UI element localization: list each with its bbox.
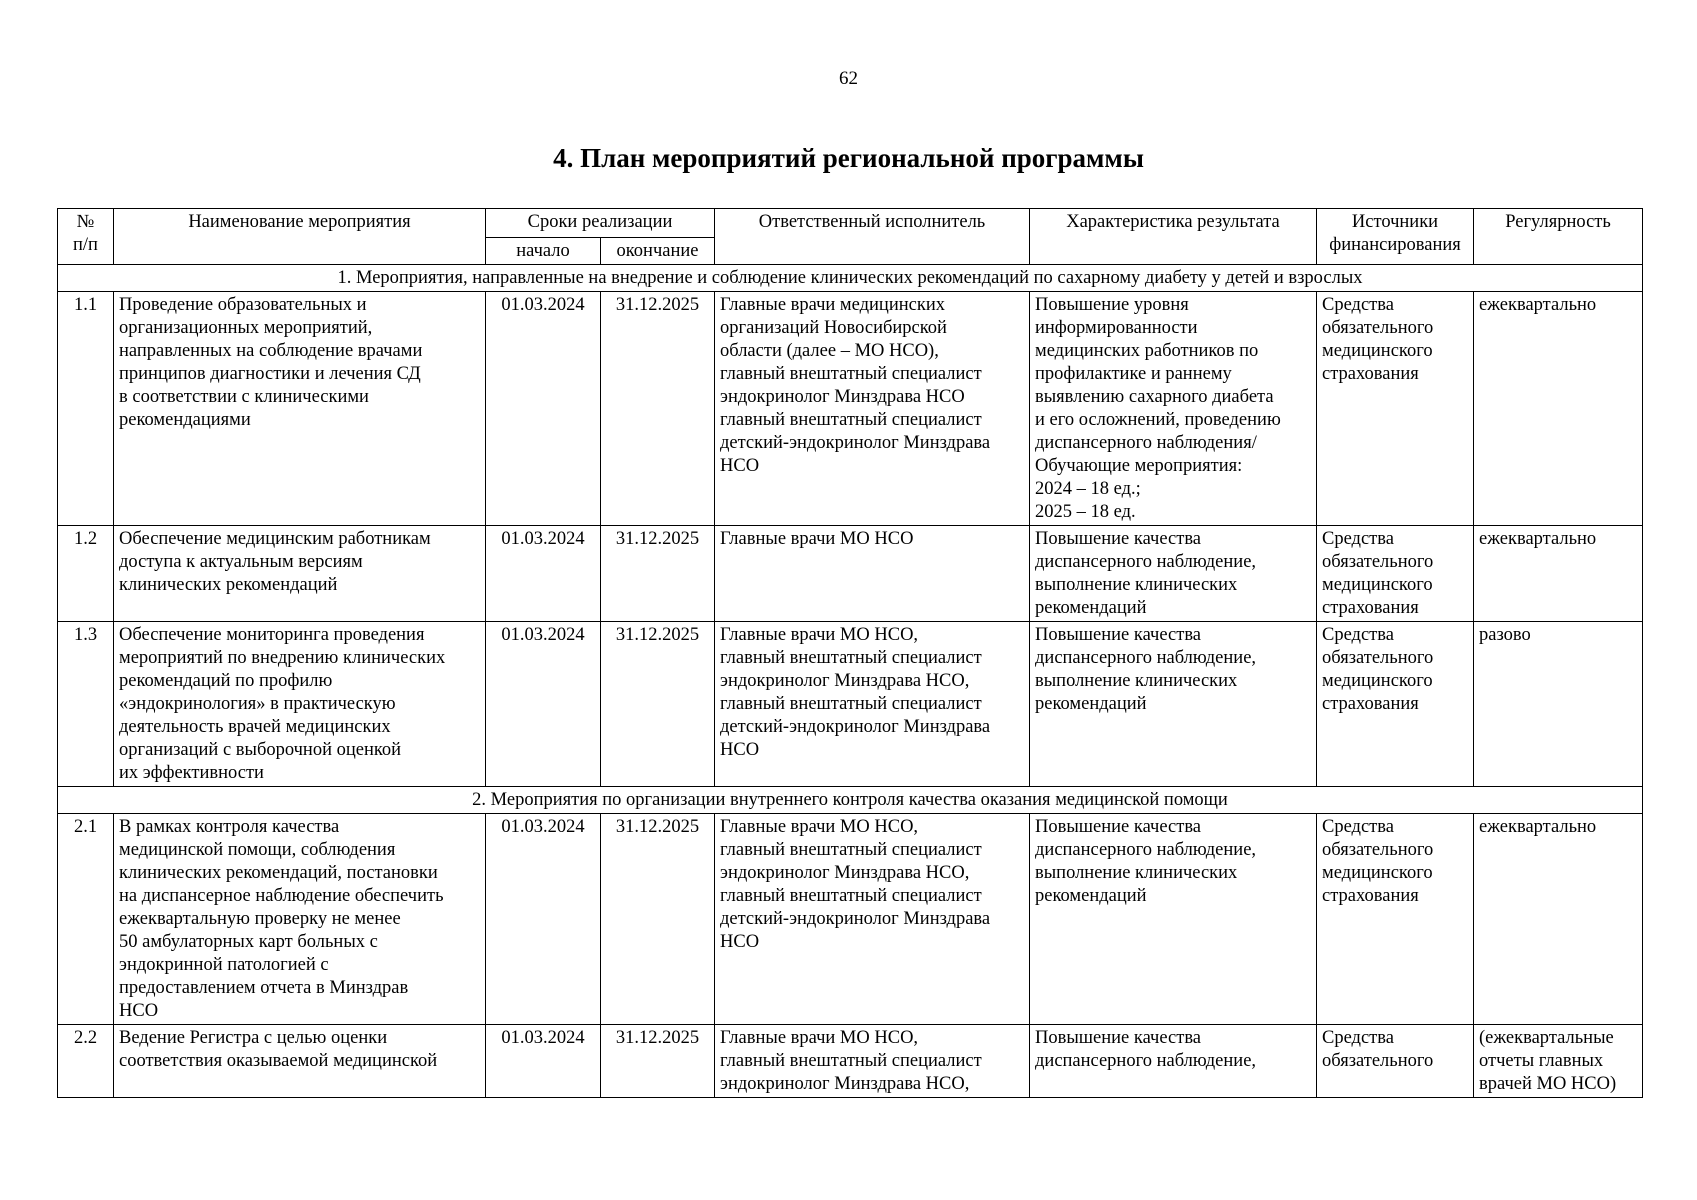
row-num: 2.2 bbox=[58, 1025, 114, 1098]
header-result: Характеристика результата bbox=[1030, 209, 1317, 265]
row-funding: Средства обязательного медицинского страхования bbox=[1317, 526, 1474, 622]
plan-table bbox=[57, 208, 1643, 1098]
row-name: Проведение образовательных и организационных мероприятий, направленных на соблюдение врачами принципов диагностики и лечения СД в соответствии с клиническими рекомендациями bbox=[114, 292, 486, 526]
section-title: 2. Мероприятия по организации внутреннего контроля качества оказания медицинской помощи bbox=[58, 787, 1643, 814]
row-start: 01.03.2024 bbox=[486, 814, 601, 1025]
table-row bbox=[58, 526, 1643, 622]
table-row bbox=[58, 292, 1643, 526]
section-row bbox=[58, 787, 1643, 814]
row-result: Повышение качества диспансерного наблюдение, выполнение клинических рекомендаций bbox=[1030, 622, 1317, 787]
row-regularity: (ежеквартальные отчеты главных врачей МО НСО) bbox=[1474, 1025, 1643, 1098]
row-start: 01.03.2024 bbox=[486, 292, 601, 526]
row-regularity: ежеквартально bbox=[1474, 526, 1643, 622]
row-result: Повышение уровня информированности медицинских работников по профилактике и раннему выявлению сахарного диабета и его осложнений, проведению диспансерного наблюдения/ Обучающие мероприятия: 2024 – 18 ед.; 2025 – 18 ед. bbox=[1030, 292, 1317, 526]
document-title: 4. План мероприятий региональной программы bbox=[553, 143, 1144, 173]
table-row bbox=[58, 814, 1643, 1025]
section-row bbox=[58, 265, 1643, 292]
row-end: 31.12.2025 bbox=[601, 1025, 715, 1098]
row-executor: Главные врачи МО НСО bbox=[715, 526, 1030, 622]
row-funding: Средства обязательного медицинского страхования bbox=[1317, 292, 1474, 526]
row-result: Повышение качества диспансерного наблюдение, выполнение клинических рекомендаций bbox=[1030, 814, 1317, 1025]
row-executor: Главные врачи МО НСО, главный внештатный специалист эндокринолог Минздрава НСО, bbox=[715, 1025, 1030, 1098]
row-regularity: ежеквартально bbox=[1474, 292, 1643, 526]
header-regularity: Регулярность bbox=[1474, 209, 1643, 265]
row-executor: Главные врачи МО НСО, главный внештатный специалист эндокринолог Минздрава НСО, главный внештатный специалист детский-эндокринолог Минздрава НСО bbox=[715, 622, 1030, 787]
row-end: 31.12.2025 bbox=[601, 622, 715, 787]
row-num: 1.3 bbox=[58, 622, 114, 787]
header-num: № п/п bbox=[58, 209, 114, 265]
row-end: 31.12.2025 bbox=[601, 814, 715, 1025]
row-end: 31.12.2025 bbox=[601, 292, 715, 526]
row-num: 1.1 bbox=[58, 292, 114, 526]
page-number: 62 bbox=[839, 68, 858, 89]
row-num: 2.1 bbox=[58, 814, 114, 1025]
header-funding: Источники финансирования bbox=[1317, 209, 1474, 265]
row-regularity: разово bbox=[1474, 622, 1643, 787]
row-name: Обеспечение медицинским работникам доступа к актуальным версиям клинических рекомендаций bbox=[114, 526, 486, 622]
header-executor: Ответственный исполнитель bbox=[715, 209, 1030, 265]
row-num: 1.2 bbox=[58, 526, 114, 622]
row-result: Повышение качества диспансерного наблюдение, bbox=[1030, 1025, 1317, 1098]
table-body bbox=[58, 265, 1643, 1098]
row-regularity: ежеквартально bbox=[1474, 814, 1643, 1025]
row-funding: Средства обязательного медицинского страхования bbox=[1317, 814, 1474, 1025]
row-name: Обеспечение мониторинга проведения мероприятий по внедрению клинических рекомендаций по профилю «эндокринология» в практическую деятельность врачей медицинских организаций с выборочной оценкой их эффективности bbox=[114, 622, 486, 787]
row-end: 31.12.2025 bbox=[601, 526, 715, 622]
row-name: В рамках контроля качества медицинской помощи, соблюдения клинических рекомендаций, постановки на диспансерное наблюдение обеспечить ежеквартальную проверку не менее 50 амбулаторных карт больных с эндокринной патологией с предоставлением отчета в Минздрав НСО bbox=[114, 814, 486, 1025]
row-funding: Средства обязательного медицинского страхования bbox=[1317, 622, 1474, 787]
row-result: Повышение качества диспансерного наблюдение, выполнение клинических рекомендаций bbox=[1030, 526, 1317, 622]
header-name: Наименование мероприятия bbox=[114, 209, 486, 265]
row-start: 01.03.2024 bbox=[486, 526, 601, 622]
table-header bbox=[58, 209, 1643, 265]
row-start: 01.03.2024 bbox=[486, 622, 601, 787]
row-name: Ведение Регистра с целью оценки соответствия оказываемой медицинской bbox=[114, 1025, 486, 1098]
header-end: окончание bbox=[601, 238, 715, 265]
row-funding: Средства обязательного bbox=[1317, 1025, 1474, 1098]
table-row bbox=[58, 1025, 1643, 1098]
header-start: начало bbox=[486, 238, 601, 265]
header-timing: Сроки реализации bbox=[486, 209, 715, 238]
table-row bbox=[58, 622, 1643, 787]
row-executor: Главные врачи медицинских организаций Новосибирской области (далее – МО НСО), главный внештатный специалист эндокринолог Минздрава НСО главный внештатный специалист детский-эндокринолог Минздрава НСО bbox=[715, 292, 1030, 526]
row-executor: Главные врачи МО НСО, главный внештатный специалист эндокринолог Минздрава НСО, главный внештатный специалист детский-эндокринолог Минздрава НСО bbox=[715, 814, 1030, 1025]
section-title: 1. Мероприятия, направленные на внедрение и соблюдение клинических рекомендаций по сахарному диабету у детей и взрослых bbox=[58, 265, 1643, 292]
row-start: 01.03.2024 bbox=[486, 1025, 601, 1098]
